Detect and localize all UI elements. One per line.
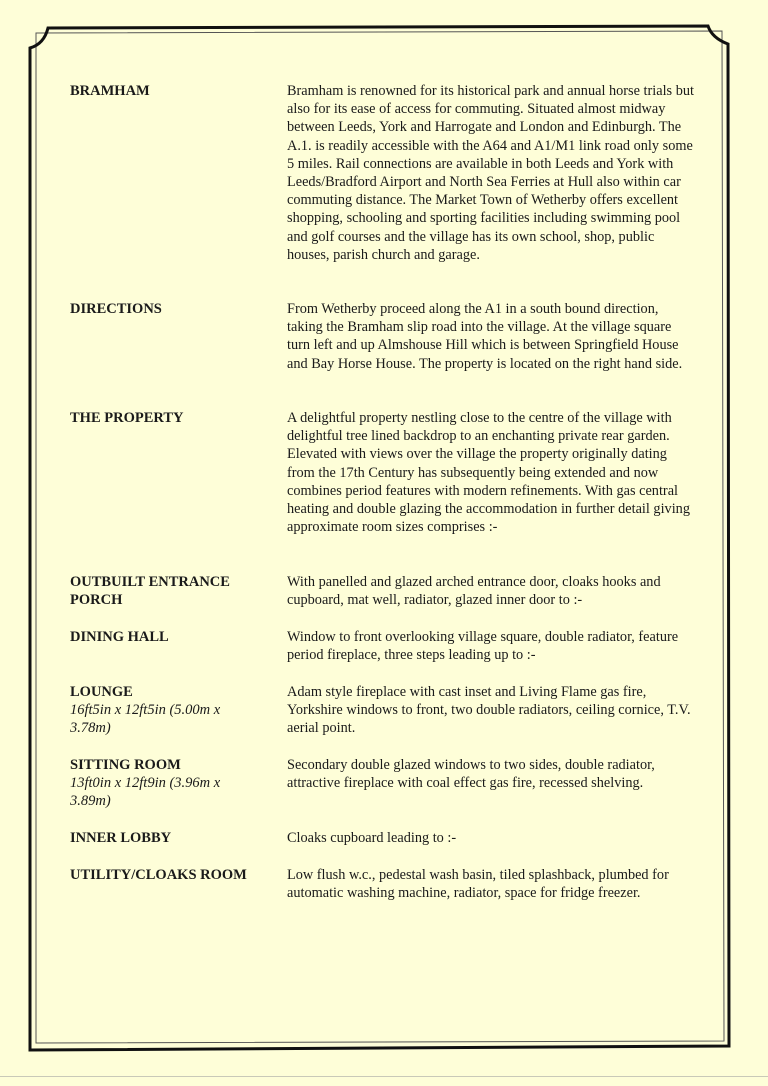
section-heading: BRAMHAM <box>70 83 150 99</box>
section-heading: THE PROPERTY <box>70 410 184 426</box>
section-text: Secondary double glazed windows to two sides, double radiator, attractive fireplace with coal effect gas fire, recessed shelving. <box>287 757 655 792</box>
section-text: From Wetherby proceed along the A1 in a south bound direction, taking the Bramham slip road into the village. At the village square turn left and up Almshouse Hill which is between Springfield House and Bay Horse House. The property is located on the right hand side. <box>287 301 683 372</box>
section-text: Bramham is renowned for its historical park and annual horse trials but also for its ease of access for commuting. Situated almost midway between Leeds, York and Harrogate and London and Edinburgh. The A.1. is readily accessible with the A64 and A1/M1 link road only some 5 miles. Rail connections are available in both Leeds and York with Leeds/Bradford Airport and North Sea Ferries at Hull also within car commuting distance. The Market Town of Wetherby offers excellent shopping, schooling and sporting facilities including swimming pool and golf courses and the village has its own school, shop, public houses, parish church and garage. <box>287 83 694 263</box>
section-heading: INNER LOBBY <box>70 830 172 846</box>
section-heading: OUTBUILT ENTRANCE PORCH <box>70 574 230 609</box>
section-heading: DINING HALL <box>70 629 169 645</box>
section-heading: LOUNGE <box>70 684 133 700</box>
section-text: With panelled and glazed arched entrance door, cloaks hooks and cupboard, mat well, radiator, glazed inner door to :- <box>287 574 661 609</box>
section-heading: UTILITY/CLOAKS ROOM <box>70 867 247 883</box>
scan-edge <box>0 1076 768 1077</box>
section-heading: SITTING ROOM <box>70 757 181 773</box>
room-dimensions: 16ft5in x 12ft5in (5.00m x 3.78m) <box>70 702 221 737</box>
room-dimensions: 13ft0in x 12ft9in (3.96m x 3.89m) <box>70 775 221 810</box>
section-text: Cloaks cupboard leading to :- <box>287 830 457 846</box>
section-heading: DIRECTIONS <box>70 301 162 317</box>
section-text: A delightful property nestling close to the centre of the village with delightful tree lined backdrop to an enchanting private rear garden. Elevated with views over the village the property originally dating from the 17th Century has subsequently being extended and now combines period features with modern refinements. With gas central heating and double glazing the accommodation in further detail giving approximate room sizes comprises :- <box>287 410 690 536</box>
section-text: Low flush w.c., pedestal wash basin, tiled splashback, plumbed for automatic washing machine, radiator, space for fridge freezer. <box>287 867 669 902</box>
section-text: Window to front overlooking village square, double radiator, feature period fireplace, three steps leading up to :- <box>287 629 679 664</box>
section-text: Adam style fireplace with cast inset and Living Flame gas fire, Yorkshire windows to front, two double radiators, ceiling cornice, T.V. aerial point. <box>287 684 691 737</box>
